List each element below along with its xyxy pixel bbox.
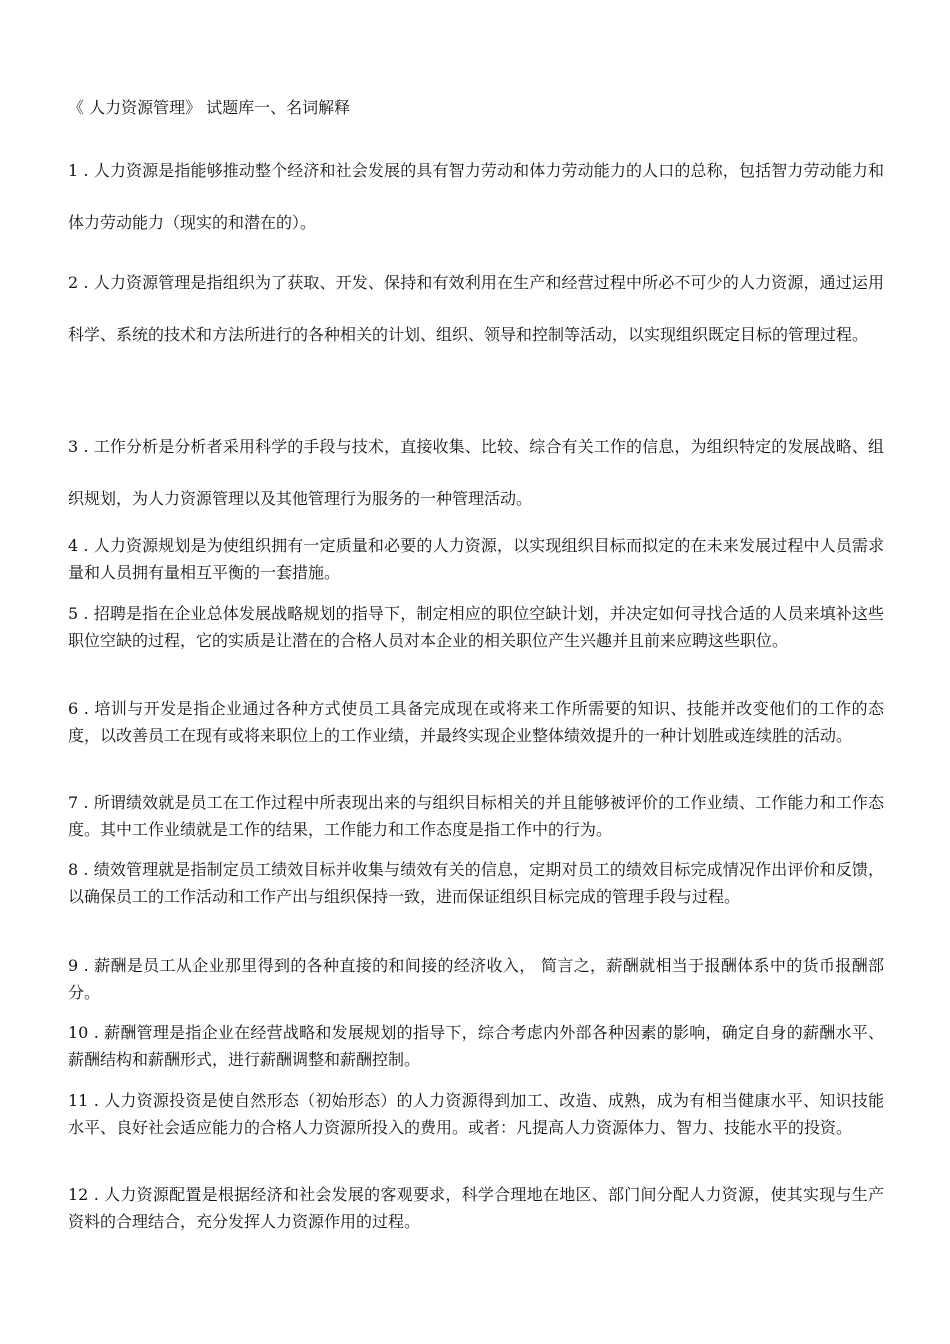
definition-item-2: 2 . 人力资源管理是指组织为了获取、开发、保持和有效利用在生产和经营过程中所必不可少的人力资源，通过运用科学、系统的技术和方法所进行的各种相关的计划、组织、领导和控制等活动，以实现组织既定目标的管理过程。 xyxy=(68,273,884,344)
definition-item-6: 6 . 培训与开发是指企业通过各种方式使员工具备完成现在或将来工作所需要的知识、技能并改变他们的工作的态度，以改善员工在现有或将来职位上的工作业绩，并最终实现企业整体绩效提升的一种计划胜或连续胜的活动。 xyxy=(68,699,884,745)
definition-item-5: 5 . 招聘是指在企业总体发展战略规划的指导下，制定相应的职位空缺计划，并决定如何寻找合适的人员来填补这些职位空缺的过程，它的实质是让潜在的合格人员对本企业的相关职位产生兴趣并且前来应聘这些职位。 xyxy=(68,604,884,650)
definition-item-1: 1 . 人力资源是指能够推动整个经济和社会发展的具有智力劳动和体力劳动能力的人口的总称，包括智力劳动能力和体力劳动能力（现实的和潜在的）。 xyxy=(68,161,884,232)
definition-item-4: 4 . 人力资源规划是为使组织拥有一定质量和必要的人力资源，以实现组织目标而拟定的在未来发展过程中人员需求量和人员拥有量相互平衡的一套措施。 xyxy=(68,536,884,582)
definition-item-10: 10 . 薪酬管理是指企业在经营战略和发展规划的指导下，综合考虑内外部各种因素的影响，确定自身的薪酬水平、薪酬结构和薪酬形式，进行薪酬调整和薪酬控制。 xyxy=(68,1023,884,1069)
definition-item-8: 8 . 绩效管理就是指制定员工绩效目标并收集与绩效有关的信息，定期对员工的绩效目标完成情况作出评价和反馈，以确保员工的工作活动和工作产出与组织保持一致，进而保证组织目标完成的管理手段与过程。 xyxy=(68,860,884,906)
definition-item-7: 7 . 所谓绩效就是员工在工作过程中所表现出来的与组织目标相关的并且能够被评价的工作业绩、工作能力和工作态度。其中工作业绩就是工作的结果，工作能力和工作态度是指工作中的行为。 xyxy=(68,793,884,839)
definition-item-9: 9 . 薪酬是员工从企业那里得到的各种直接的和间接的经济收入， 简言之，薪酬就相当于报酬体系中的货币报酬部分。 xyxy=(68,956,884,1002)
definition-item-11: 11 . 人力资源投资是使自然形态（初始形态）的人力资源得到加工、改造、成熟，成为有相当健康水平、知识技能水平、良好社会适应能力的合格人力资源所投入的费用。或者：凡提高人力资源体力、智力、技能水平的投资。 xyxy=(68,1091,884,1137)
definition-item-12: 12 . 人力资源配置是根据经济和社会发展的客观要求，科学合理地在地区、部门间分配人力资源，使其实现与生产资料的合理结合，充分发挥人力资源作用的过程。 xyxy=(68,1185,884,1231)
definition-item-3: 3 . 工作分析是分析者采用科学的手段与技术，直接收集、比较、综合有关工作的信息，为组织特定的发展战略、组织规划，为人力资源管理以及其他管理行为服务的一种管理活动。 xyxy=(68,437,884,508)
document-title: 《 人力资源管理》 试题库一、名词解释 xyxy=(68,98,351,117)
